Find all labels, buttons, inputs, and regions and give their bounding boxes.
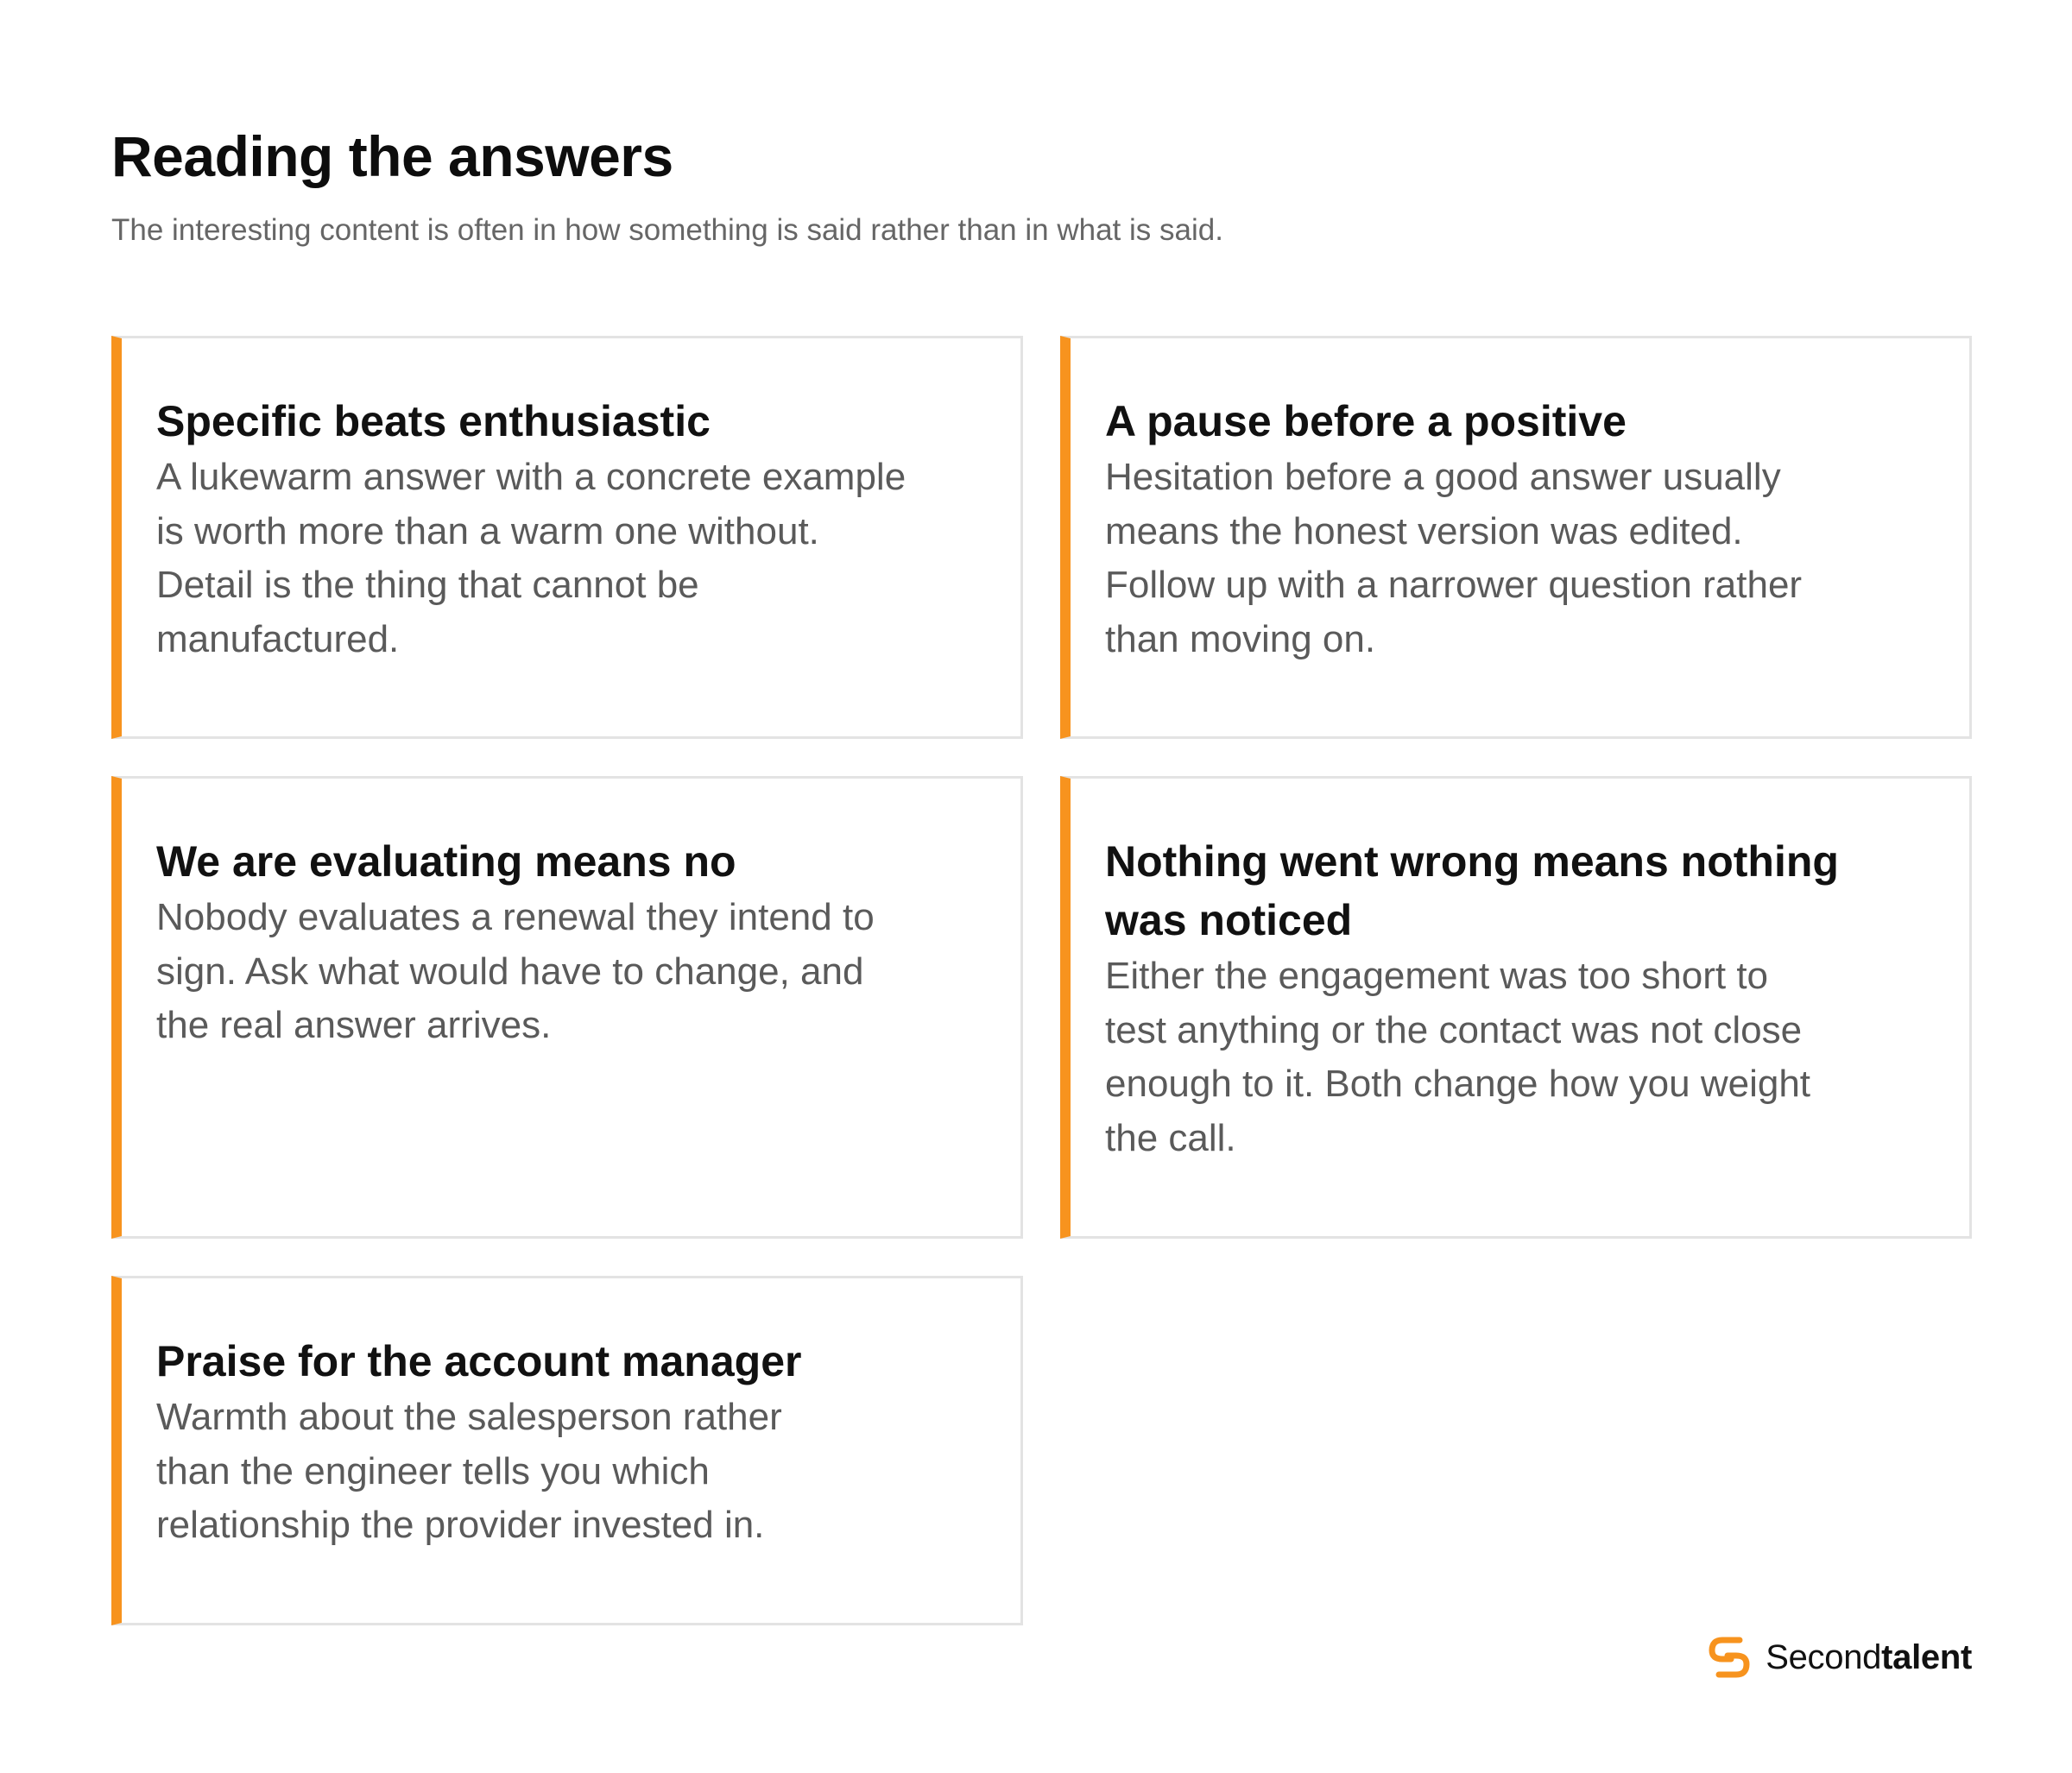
logo-wordmark — [1766, 1638, 1972, 1677]
card-body: Hesitation before a good answer usually means the honest version was edited. Follow up with a narrower question rather than moving on. — [1105, 456, 1803, 660]
card-title: A pause before a positive — [1105, 397, 1627, 445]
secondtalent-s-icon — [1705, 1633, 1753, 1682]
card-evaluating-means-no — [111, 776, 1023, 1239]
card-pause-before-positive — [1060, 336, 1972, 739]
card-body: Warmth about the salesperson rather than the engineer tells you which relationship the provider invested in. — [156, 1396, 782, 1546]
logo-text-regular: Second — [1766, 1637, 1882, 1676]
card-title: Nothing went wrong means nothing was noticed — [1105, 837, 1839, 944]
secondtalent-logo — [1705, 1633, 1972, 1682]
card-body: A lukewarm answer with a concrete example is worth more than a warm one without. Detail is the thing that cannot be manufactured. — [156, 456, 906, 660]
logo-text-bold: talent — [1881, 1637, 1972, 1676]
card-title: We are evaluating means no — [156, 837, 736, 886]
page-subtitle: The interesting content is often in how something is said rather than in what is said. — [111, 213, 1223, 247]
card-title: Specific beats enthusiastic — [156, 397, 711, 445]
page-title: Reading the answers — [111, 124, 673, 188]
card-body: Nobody evaluates a renewal they intend to sign. Ask what would have to change, and the real answer arrives. — [156, 896, 875, 1046]
card-specific-beats-enthusiastic — [111, 336, 1023, 739]
card-nothing-went-wrong — [1060, 776, 1972, 1239]
card-body: Either the engagement was too short to test anything or the contact was not close enough to it. Both change how you weight the call. — [1105, 955, 1811, 1159]
card-praise-account-manager — [111, 1276, 1023, 1625]
card-title: Praise for the account manager — [156, 1337, 802, 1385]
